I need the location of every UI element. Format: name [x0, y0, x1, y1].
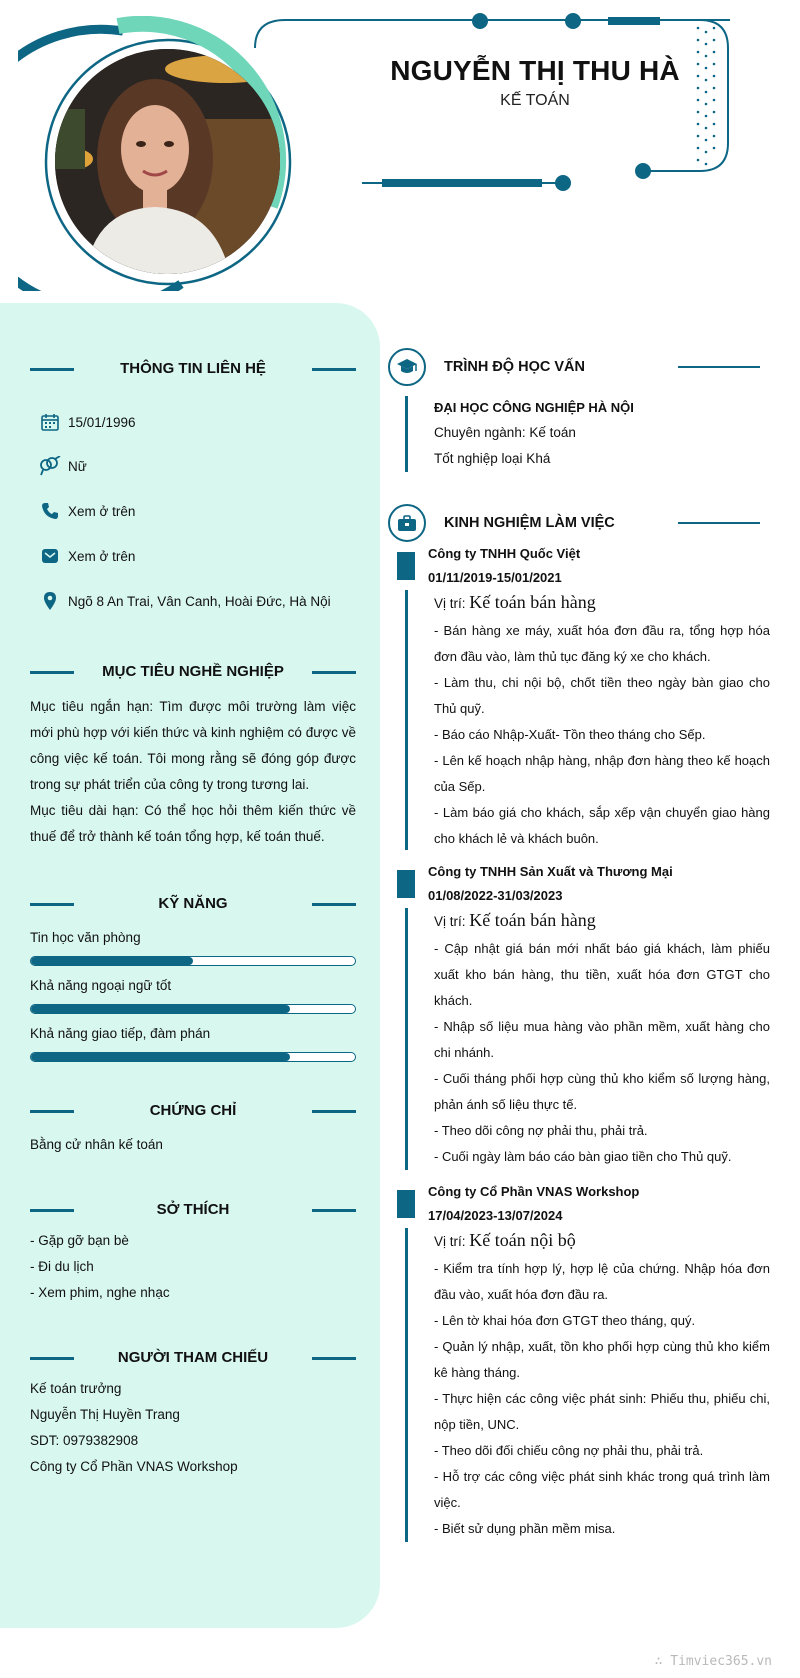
education-grade: Tốt nghiệp loại Khá — [434, 451, 551, 466]
graduation-cap-icon — [388, 348, 426, 386]
job-duties: - Bán hàng xe máy, xuất hóa đơn đầu ra, tổng hợp hóa đơn đầu vào, làm thủ tục đăng ký xe cho khách. - Làm thu, chi nội bộ, chốt tiền theo ngày bàn giao cho Thủ quỹ. - Báo cáo Nhập-Xuất- Tồn theo tháng cho Sếp. - Lên kế hoạch nhập hàng, nhập đơn hàng theo kế hoạch của Sếp. - Làm báo giá cho khách, sắp xếp vận chuyển giao hàng cho khách lẻ và khách buôn. — [434, 623, 770, 846]
job-company: Công ty TNHH Sản Xuất và Thương Mại — [428, 864, 673, 879]
skill-item: Khả năng giao tiếp, đàm phán — [30, 1026, 356, 1062]
job-position: Vị trí: Kế toán bán hàng — [434, 910, 596, 930]
reference-phone: SDT: 0979382908 — [30, 1433, 139, 1448]
job-position: Vị trí: Kế toán bán hàng — [434, 592, 596, 612]
skill-item: Tin học văn phòng — [30, 930, 356, 966]
job-timeline — [405, 908, 408, 1170]
job-dates: 17/04/2023-13/07/2024 — [428, 1208, 563, 1223]
reference-role: Kế toán trưởng — [30, 1381, 122, 1396]
education-section-title: TRÌNH ĐỘ HỌC VẤN — [388, 348, 768, 388]
job-marker — [397, 870, 415, 898]
reference-name: Nguyễn Thị Huyền Trang — [30, 1407, 180, 1422]
job-duties: - Cập nhật giá bán mới nhất báo giá khách, làm phiếu xuất kho bán hàng, thu tiền, xuất hóa đơn GTGT cho khách. - Nhập số liệu mua hàng vào phần mềm, xuất hàng cho chi nhánh. - Cuối tháng phối hợp cùng thủ kho kiểm số lượng hàng, phản ánh số liệu thực tế. - Theo dõi công nợ phải thu, phải trả. - Cuối ngày làm báo cáo bàn giao tiền cho Thủ quỹ. — [434, 941, 770, 1164]
watermark-logo-icon: ∴ — [654, 1654, 671, 1669]
hobby-item: - Xem phim, nghe nhạc — [30, 1285, 170, 1300]
skills-section-title: KỸ NĂNG — [30, 893, 356, 915]
job-dates: 01/08/2022-31/03/2023 — [428, 888, 563, 903]
skill-progress-bar — [30, 956, 356, 966]
experience-section-title: KINH NGHIỆM LÀM VIỆC — [388, 504, 768, 544]
briefcase-icon — [388, 504, 426, 542]
contact-gender: Nữ — [38, 455, 87, 477]
hobby-item: - Đi du lịch — [30, 1259, 94, 1274]
skill-item: Khả năng ngoại ngữ tốt — [30, 978, 356, 1014]
contact-email: Xem ở trên — [38, 545, 135, 567]
location-pin-icon — [38, 590, 62, 612]
skill-progress-bar — [30, 1052, 356, 1062]
watermark: ∴ Timviec365.vn — [654, 1654, 772, 1669]
contact-address: Ngõ 8 An Trai, Vân Canh, Hoài Đức, Hà Nội — [38, 590, 331, 612]
job-dates: 01/11/2019-15/01/2021 — [428, 570, 562, 585]
job-marker — [397, 552, 415, 580]
certificates-section-title: CHỨNG CHỈ — [30, 1100, 356, 1122]
references-section-title: NGƯỜI THAM CHIẾU — [30, 1347, 356, 1369]
job-company: Công ty TNHH Quốc Việt — [428, 546, 581, 561]
objective-section-title: MỤC TIÊU NGHỀ NGHIỆP — [30, 661, 356, 683]
job-duties: - Kiểm tra tính hợp lý, hợp lệ của chứng. Nhập hóa đơn đầu vào, xuất hóa đơn đầu ra. - Lên tờ khai hóa đơn GTGT theo tháng, quý. - Quản lý nhập, xuất, tồn kho phối hợp cùng thủ kho kiểm kê hàng tháng. - Thực hiện các công việc phát sinh: Phiếu thu, phiếu chi, nộp tiền, UNC. - Theo dõi đối chiếu công nợ phải thu, phải trả. - Hỗ trợ các công việc phát sinh khác trong quá trình làm việc. - Biết sử dụng phần mềm misa. — [434, 1261, 770, 1536]
contact-section-title: THÔNG TIN LIÊN HỆ — [30, 358, 356, 380]
cv-header — [0, 0, 800, 300]
school-name: ĐẠI HỌC CÔNG NGHIỆP HÀ NỘI — [434, 400, 634, 415]
job-company: Công ty Cổ Phần VNAS Workshop — [428, 1184, 640, 1199]
education-major: Chuyên ngành: Kế toán — [434, 425, 576, 440]
job-timeline — [405, 1228, 408, 1542]
gender-icon — [38, 455, 62, 477]
job-marker — [397, 1190, 415, 1218]
candidate-name: NGUYỄN THỊ THU HÀ — [390, 55, 680, 86]
job-timeline — [405, 590, 408, 850]
objective-text: Mục tiêu ngắn hạn: Tìm được môi trường làm việc mới phù hợp với kiến thức và kinh nghiệm có được về công việc kế toán. Tôi mong rằng sẽ đóng góp được trong sự phát triển của công ty trong tương lai. Mục tiêu dài hạn: Có thể học hỏi thêm kiến thức về thuế để trở thành kế toán tổng hợp, kế toán thuế. — [30, 699, 356, 844]
skill-progress-bar — [30, 1004, 356, 1014]
avatar — [55, 49, 280, 274]
reference-company: Công ty Cổ Phần VNAS Workshop — [30, 1459, 238, 1474]
candidate-job-title: KẾ TOÁN — [500, 92, 570, 109]
calendar-icon — [38, 411, 62, 433]
contact-birthday: 15/01/1996 — [38, 411, 136, 433]
contact-phone: Xem ở trên — [38, 500, 135, 522]
hobbies-section-title: SỞ THÍCH — [30, 1199, 356, 1221]
certificate-item: Bằng cử nhân kế toán — [30, 1137, 163, 1152]
envelope-icon — [38, 545, 62, 567]
education-timeline — [405, 396, 408, 472]
job-position: Vị trí: Kế toán nội bộ — [434, 1230, 576, 1250]
phone-icon — [38, 500, 62, 522]
hobby-item: - Gặp gỡ bạn bè — [30, 1233, 129, 1248]
